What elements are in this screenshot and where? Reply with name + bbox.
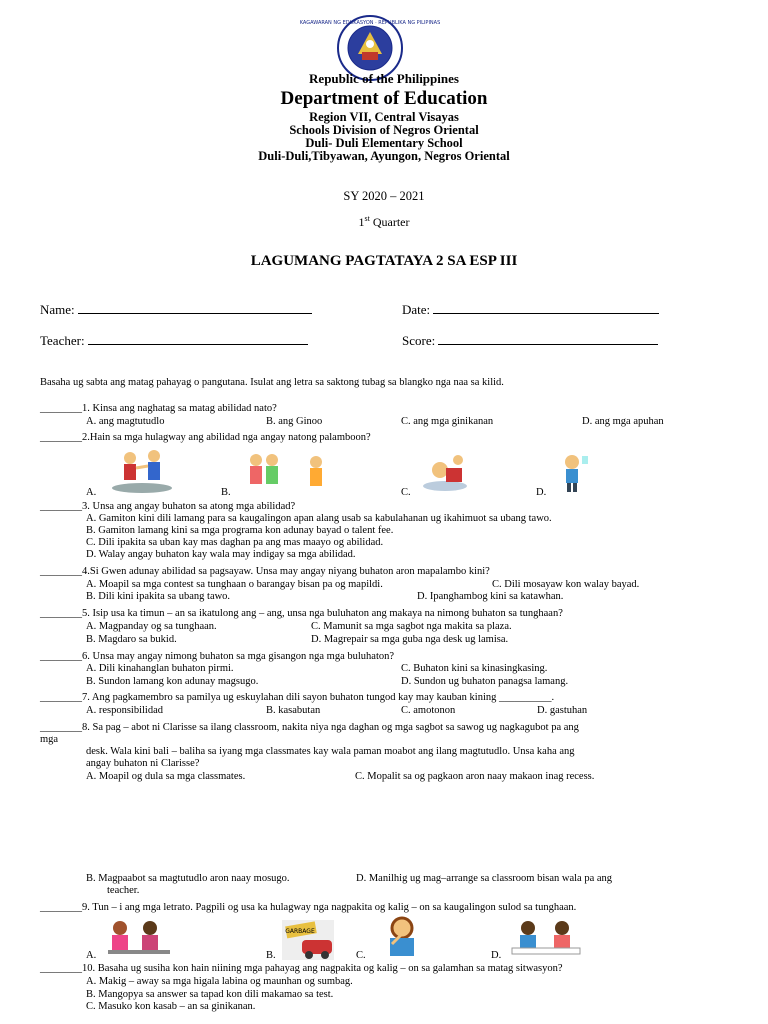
q3-option-c[interactable]: C. Dili ipakita sa uban kay mas daghan pa ang mas maayo og abilidad. xyxy=(86,537,384,548)
q2-picture-d-boy-with-glass xyxy=(554,452,596,494)
q8-stem-line3: angay buhaton ni Clarisse? xyxy=(86,758,200,769)
q8-stem-line2: desk. Wala kini bali – baliha sa iyang mga classmates kay wala paman moabot ang ilang magtutudlo. Unsa kaha ang xyxy=(86,746,575,757)
q8-stem-line1b: mga xyxy=(40,734,59,745)
q10-option-c[interactable]: C. Masuko kon kasab – an sa ginikanan. xyxy=(86,1001,256,1012)
logo-seal-text: KAGAWARAN NG EDUKASYON · REPUBLIKA NG PILIPINAS xyxy=(299,20,441,26)
instructions: Basaha ug sabta ang matag pahayag o pangutana. Isulat ang letra sa saktong tubag sa blangko nga naa sa kilid. xyxy=(40,377,504,388)
address-line: Duli-Duli,Tibyawan, Ayungon, Negros Oriental xyxy=(258,149,510,163)
q9-option-d[interactable]: D. xyxy=(491,950,502,961)
date-label: Date: xyxy=(402,302,431,317)
q8-option-c[interactable]: C. Mopalit sa og pagkaon aron naay makaon inag recess. xyxy=(355,771,595,782)
q3-option-a[interactable]: A. Gamiton kini dili lamang para sa kaugalingon apan alang usab sa kabulahanan ug ikahimuot sa ubang tawo. xyxy=(86,513,552,524)
q3-stem: ________3. Unsa ang angay buhaton sa atong mga abilidad? xyxy=(40,501,296,512)
q2-option-d[interactable]: D. xyxy=(536,487,547,498)
date-blank[interactable] xyxy=(433,302,659,314)
q2-picture-b-children xyxy=(242,452,328,492)
q3-option-d[interactable]: D. Walay angay buhaton kay wala may indigay sa mga abilidad. xyxy=(86,549,356,560)
q1-option-d[interactable]: D. ang mga apuhan xyxy=(582,416,664,427)
q6-option-d[interactable]: D. Sundon ug buhaton panagsa lamang. xyxy=(401,676,569,687)
q1-option-b[interactable]: B. ang Ginoo xyxy=(266,416,323,427)
q4-stem: ________4.Si Gwen adunay abilidad sa pagsayaw. Unsa may angay niyang buhaton aron mapalambo kini? xyxy=(40,566,490,577)
q7-stem: ________7. Ang pagkamembro sa pamilya ug eskuylahan dili sayon buhaton tungod kay may kauban kining __________. xyxy=(40,692,555,703)
name-field[interactable] xyxy=(40,302,312,318)
q9-picture-b-garbage-sign-car xyxy=(280,918,336,962)
q7-option-a[interactable]: A. responsibilidad xyxy=(86,705,163,716)
date-field[interactable] xyxy=(402,302,659,318)
q4-option-c[interactable]: C. Dili mosayaw kon walay bayad. xyxy=(492,579,640,590)
q8-stem-line1: ________8. Sa pag – abot ni Clarisse sa ilang classroom, nakita niya nga daghan og mga sagbot sa sawog ug nagkagubot pa ang xyxy=(40,722,579,733)
q3-option-b[interactable]: B. Gamiton lamang kini sa mga programa kon adunay bayad o talent fee. xyxy=(86,525,394,536)
test-title: LAGUMANG PAGTATAYA 2 SA ESP III xyxy=(250,253,518,269)
division-line: Schools Division of Negros Oriental xyxy=(289,123,479,137)
q7-option-c[interactable]: C. amotonon xyxy=(401,705,456,716)
q5-option-c[interactable]: C. Mamunit sa mga sagbot nga makita sa plaza. xyxy=(311,621,512,632)
q9-picture-c-girl-thinking xyxy=(378,914,430,960)
q6-option-a[interactable]: A. Dili kinahanglan buhaton pirmi. xyxy=(86,663,234,674)
q9-option-b[interactable]: B. xyxy=(266,950,276,961)
q2-stem: ________2.Hain sa mga hulagway ang abilidad nga angay natong palamboon? xyxy=(40,432,371,443)
q5-option-a[interactable]: A. Magpanday og sa tunghaan. xyxy=(86,621,217,632)
q4-option-d[interactable]: D. Ipanghambog kini sa katawhan. xyxy=(417,591,564,602)
q8-option-b[interactable]: B. Magpaabot sa magtutudlo aron naay mosugo. xyxy=(86,873,290,884)
q7-option-d[interactable]: D. gastuhan xyxy=(537,705,588,716)
quarter-number: 1 xyxy=(358,215,365,229)
quarter-line xyxy=(0,214,768,230)
q9-picture-d-students-writing xyxy=(508,916,584,960)
q1-stem: ________1. Kinsa ang naghatag sa matag abilidad nato? xyxy=(40,403,277,414)
q10-option-b[interactable]: B. Mangopya sa answer sa tapad kon dili makamao sa test. xyxy=(86,989,334,1000)
q5-stem: ________5. Isip usa ka timun – an sa ikatulong ang – ang, unsa nga buluhaton ang makaya na nimong buhaton sa tunghaan? xyxy=(40,608,563,619)
q6-option-b[interactable]: B. Sundon lamang kon adunay magsugo. xyxy=(86,676,259,687)
quarter-word: Quarter xyxy=(369,215,410,229)
teacher-label: Teacher: xyxy=(40,333,85,348)
q2-option-c[interactable]: C. xyxy=(401,487,411,498)
teacher-field[interactable] xyxy=(40,333,308,349)
school-line: Duli- Duli Elementary School xyxy=(305,136,463,150)
q6-stem: ________6. Unsa may angay nimong buhaton sa mga gisangon nga mga buluhaton? xyxy=(40,651,395,662)
q10-option-a[interactable]: A. Makig – away sa mga higala labina og maunhan og sumbag. xyxy=(86,976,353,987)
department-title: Department of Education xyxy=(280,88,488,109)
q7-option-b[interactable]: B. kasabutan xyxy=(266,705,321,716)
q9-stem: ________9. Tun – i ang mga letrato. Pagpili og usa ka hulagway nga nagpakita og kalig – on sa kaugalingon sulod sa tunghaan. xyxy=(40,902,577,913)
score-field[interactable] xyxy=(402,333,658,349)
q9-option-a[interactable]: A. xyxy=(86,950,97,961)
q2-picture-a-fighting-kids xyxy=(108,446,176,494)
q2-picture-c-child-crying xyxy=(420,452,470,492)
q9-picture-a-reading-kids xyxy=(102,916,176,962)
q4-option-b[interactable]: B. Dili kini ipakita sa ubang tawo. xyxy=(86,591,231,602)
quarter-suffix: st xyxy=(364,214,370,223)
name-blank[interactable] xyxy=(78,302,312,314)
q9-option-c[interactable]: C. xyxy=(356,950,366,961)
q5-option-d[interactable]: D. Magrepair sa mga guba nga desk ug lamisa. xyxy=(311,634,509,645)
q4-option-a[interactable]: A. Moapil sa mga contest sa tunghaan o barangay bisan pa og mapildi. xyxy=(86,579,383,590)
q8-option-a[interactable]: A. Moapil og dula sa mga classmates. xyxy=(86,771,246,782)
q6-option-c[interactable]: C. Buhaton kini sa kinasingkasing. xyxy=(401,663,548,674)
garbage-sign-text: GARBAGE xyxy=(285,928,315,935)
q2-option-b[interactable]: B. xyxy=(221,487,231,498)
q8-option-d-cont: teacher. xyxy=(107,885,140,896)
school-year: SY 2020 – 2021 xyxy=(343,189,425,203)
q2-option-a[interactable]: A. xyxy=(86,487,97,498)
republic-line: Republic of the Philippines xyxy=(309,71,459,86)
q8-option-d[interactable]: D. Manilhig ug mag–arrange sa classroom bisan wala pa ang xyxy=(356,873,613,884)
q10-stem: ________10. Basaha ug susiha kon hain niining mga pahayag ang nagpakita og kalig – on sa galamhan sa matag sitwasyon? xyxy=(40,963,563,974)
q1-option-a[interactable]: A. ang magtutudlo xyxy=(86,416,165,427)
region-line: Region VII, Central Visayas xyxy=(309,110,459,124)
score-label: Score: xyxy=(402,333,436,348)
q5-option-b[interactable]: B. Magdaro sa bukid. xyxy=(86,634,177,645)
q1-option-c[interactable]: C. ang mga ginikanan xyxy=(401,416,494,427)
name-label: Name: xyxy=(40,302,75,317)
score-blank[interactable] xyxy=(438,333,658,345)
teacher-blank[interactable] xyxy=(88,333,308,345)
